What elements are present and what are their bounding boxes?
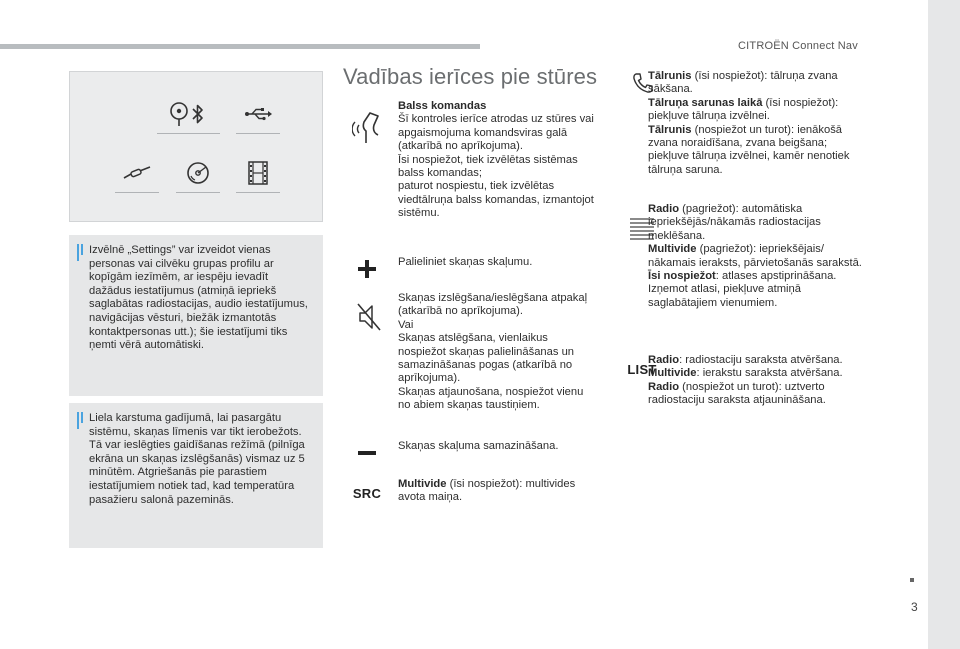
voice-command-icon (350, 108, 384, 148)
entry-text: Īsi nospiežot, tiek izvēlētas sistēmas balss komandas; (398, 153, 578, 180)
bluetooth-icon (176, 94, 220, 134)
profile-settings-note (69, 235, 323, 396)
info-icon (77, 412, 82, 429)
list-button-label: LIST (627, 361, 657, 377)
mute-icon (354, 300, 384, 334)
scroll-wheel-entry (648, 203, 870, 310)
entry-term: Radio (648, 203, 680, 215)
entry-text: Šī kontroles ierīce atrodas uz stūres vai apgaismojuma komandsviras galā (atkarībā no aprīkojuma). (398, 113, 594, 153)
entry-term: Radio (648, 354, 680, 366)
entry-text: (īsi nospiežot): tālruņa zvana sākšana. (648, 70, 838, 96)
entry-text: (īsi nospiežot): multivides avota maiņa. (398, 478, 576, 504)
entry-text: Skaņas izslēgšana/ieslēgšana atpakaļ (atkarībā no aprīkojuma). (398, 292, 588, 318)
minus-icon (354, 446, 380, 460)
heat-protection-note (69, 403, 323, 548)
aux-jack-icon (115, 153, 159, 193)
volume-up-entry (398, 256, 596, 269)
src-entry (398, 478, 596, 505)
header-title: CITROËN Connect Nav (738, 40, 858, 52)
header-rule (0, 44, 480, 49)
src-button-label: SRC (352, 485, 382, 501)
entry-text: (pagriežot): automātiska iepriekšējās/nākamās radiostacijas meklēšana. (648, 203, 821, 242)
entry-text: Vai (398, 318, 414, 331)
entry-term: Īsi nospiežot (648, 270, 716, 283)
entry-text: Skaņas skaļuma samazināšana. (398, 440, 559, 452)
entry-text: (īsi nospiežot): piekļuve tālruņa izvēlnei. (648, 96, 839, 123)
page-number: 3 (911, 600, 918, 614)
entry-text: Skaņas atslēgšana, vienlaikus nospiežot skaņas palielināšanas un samazināšanas pogas (atkarībā no aprīkojuma). (398, 332, 575, 385)
entry-text: (nospiežot un turot): ienākošā zvana noraidīšana, zvana beigšana; piekļuve tālruņa izvēlnei, kamēr nenotiek tālruņa saruna. (648, 123, 850, 176)
phone-entry (648, 70, 870, 177)
usb-icon (236, 94, 280, 134)
entry-title: Balss komandas (398, 100, 487, 112)
volume-down-entry (398, 440, 596, 453)
entry-text: : ierakstu saraksta atvēršana. (696, 367, 843, 380)
film-icon (236, 153, 280, 193)
note-text: Liela karstuma gadījumā, lai pasargātu sistēmu, skaņas līmenis var tikt ierobežots. Tā var ieslēgties gaidīšanas režīmā (pilnīga ekrāna un skaņas izslēgšanās) vismaz uz 5 minūtēm. Atgriešanās pie parastiem iestatījumiem notiek tad, kad temperatūra pasažieru salonā pazeminās. (89, 412, 305, 506)
voice-commands-entry (398, 100, 596, 221)
entry-term: Radio (648, 380, 680, 393)
entry-text: Palieliniet skaņas skaļumu. (398, 256, 533, 268)
entry-text: (pagriežot): iepriekšējais/ nākamais ieraksts, pārvietošanās sarakstā. (648, 243, 862, 269)
entry-term: Tālrunis (648, 70, 692, 82)
entry-text: (nospiežot un turot): uztverto radiostaciju saraksta atjaunināšana. (648, 380, 826, 407)
entry-term: Tālrunis (648, 123, 692, 136)
mute-entry (398, 292, 596, 413)
entry-text: : radiostaciju saraksta atvēršana. (679, 354, 843, 366)
plus-icon (354, 256, 380, 282)
note-text: Izvēlnē „Settings” var izveidot vienas personas vai cilvēku grupas profilu ar kopīgām iezīmēm, ar iespēju ievadīt dažādus iestatījumus (atmiņā iepriekš saglabātas radiostacijas, audio iestatījumus, navigācijas vēsturi, biežāk izmantotās kontaktpersonas utt.); šie iestatījumi tiks ņemti vērā automātiski. (89, 244, 308, 352)
page-edge-strip (928, 0, 960, 649)
list-entry (648, 354, 870, 408)
entry-term: Multivide (398, 478, 447, 490)
entry-text: Skaņas atjaunošana, nospiežot vienu no abiem skaņas taustiņiem. (398, 385, 584, 412)
cd-disc-icon (176, 153, 220, 193)
entry-term: Multivide (648, 367, 697, 380)
entry-text: paturot nospiestu, tiek izvēlētas viedtālruņa balss komandas, izmantojot sistēmu. (398, 180, 594, 220)
source-icons-panel (69, 71, 323, 222)
continue-marker (910, 578, 914, 582)
section-title: Vadības ierīces pie stūres (343, 64, 598, 89)
entry-term: Tālruņa sarunas laikā (648, 96, 763, 109)
entry-term: Multivide (648, 243, 697, 256)
info-icon (77, 244, 82, 261)
entry-text: : atlases apstiprināšana. Izņemot atlasi, piekļuve atmiņā saglabātajiem vienumiem. (648, 270, 837, 309)
